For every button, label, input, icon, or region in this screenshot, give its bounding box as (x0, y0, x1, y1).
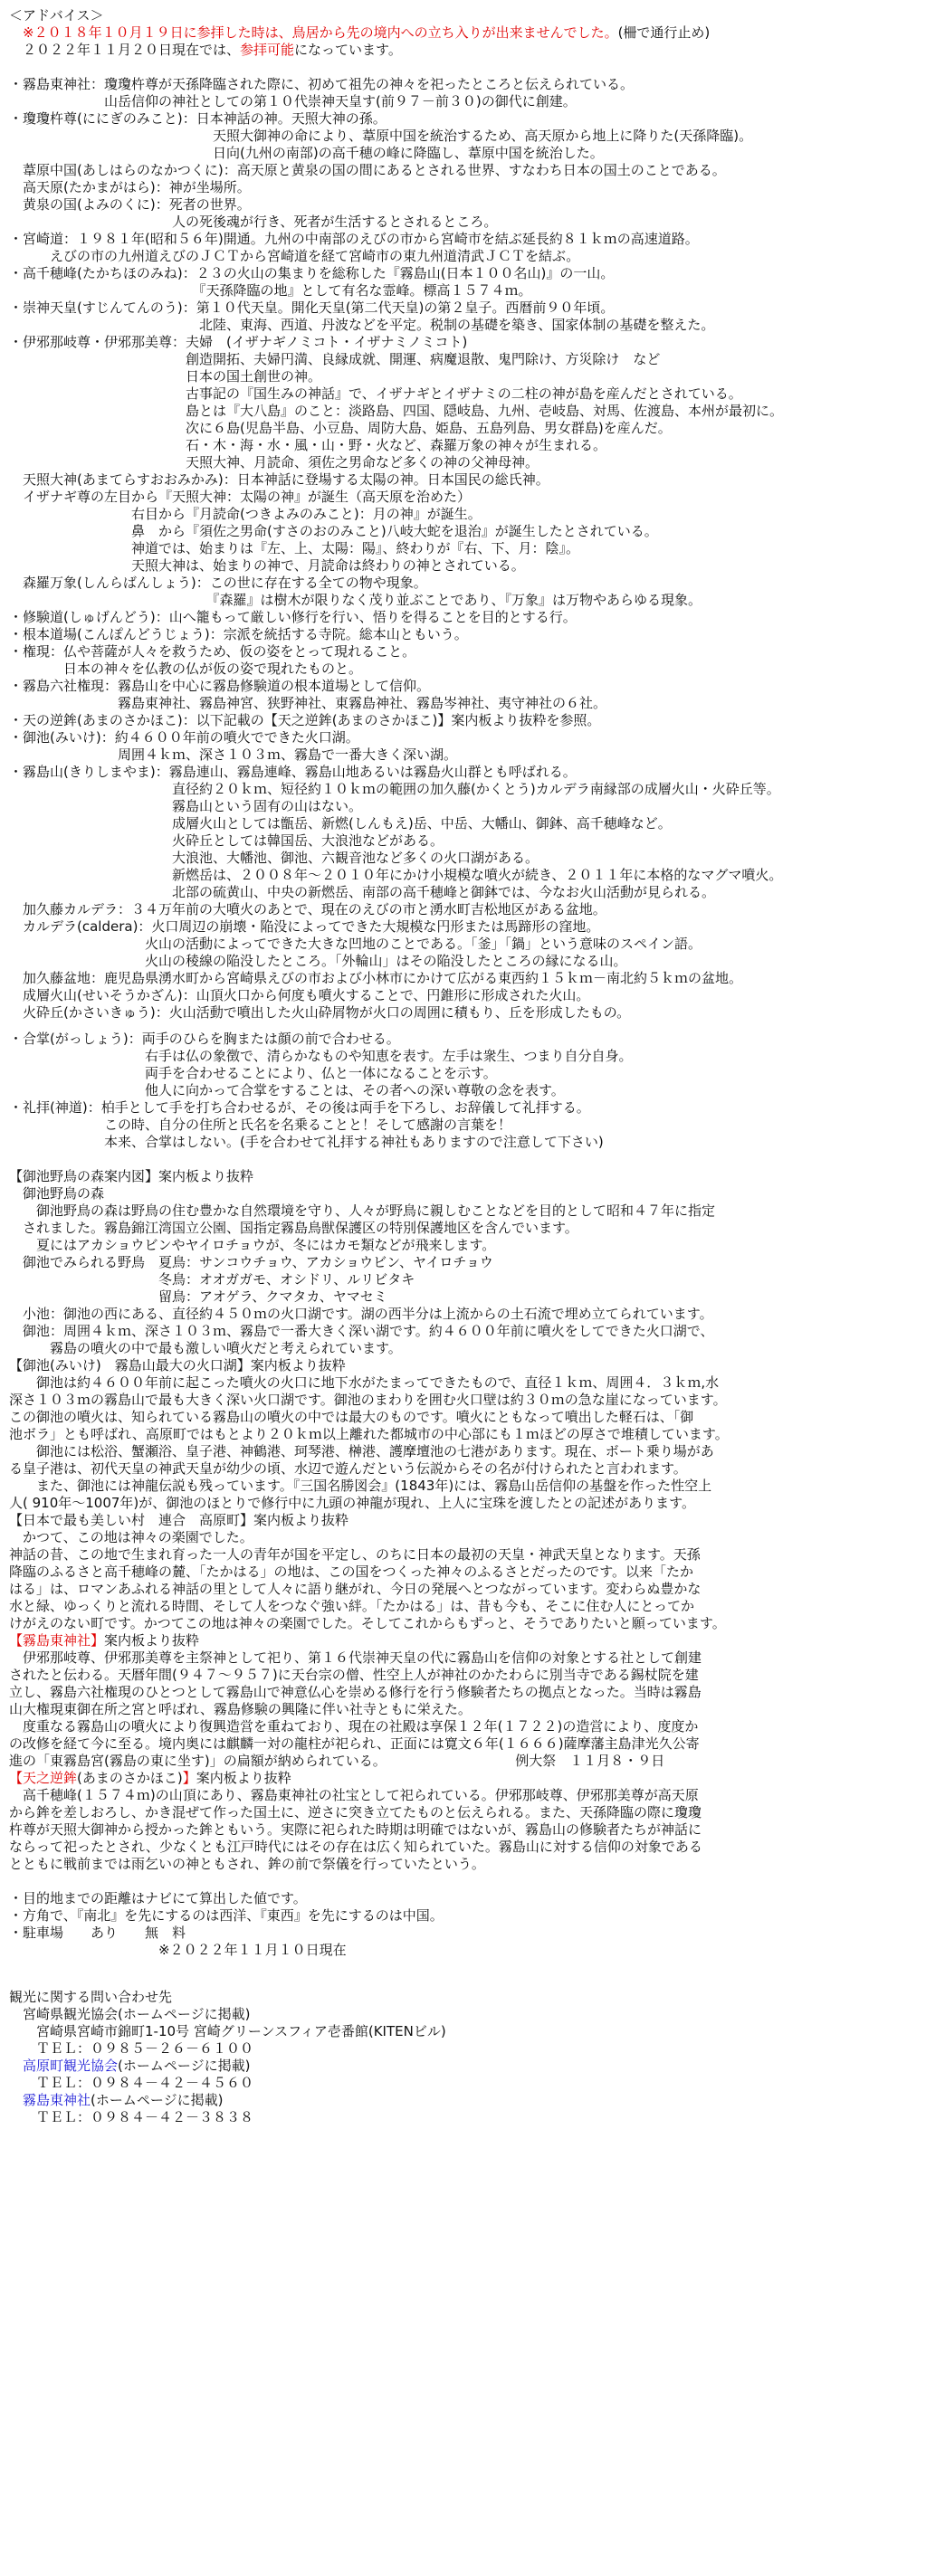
contact-tel: ＴＥＬ：０９８５－２６－６１００ (9, 2040, 254, 2057)
glossary-line: 加久藤盆地：鹿児島県湧水町から宮崎県えびの市および小林市にかけて広がる東西約１５ｋｍ－南北約５ｋｍの盆地。 (9, 970, 743, 986)
signboard-title-part: 案内板より抜粋 (104, 1632, 200, 1649)
glossary-line: 山岳信仰の神社としての第１０代崇神天皇す(前９７－前３０)の御代に創建。 (9, 93, 577, 109)
signboard-excerpt (9, 1168, 896, 1357)
contact-entry (9, 2058, 896, 2092)
glossary-line: えびの市の九州道えびのＪＣＴから宮崎道を経て宮崎市の東九州道清武ＪＣＴを結ぶ。 (9, 248, 580, 264)
glossary-line: 天照大神、月読命、須佐之男命など多くの神の父神母神。 (9, 454, 539, 471)
signboard-line: 夏にはアカショウビンやヤイロチョウが、冬にはカモ類などが飛来します。 (9, 1237, 496, 1253)
signboard-line: 水と緑、ゆっくりと流れる時間、そして人をつなぐ強い絆。「たかはる」は、昔も今も、そこに住む人にとってか (9, 1598, 695, 1614)
signboard-line: 降臨のふるさと高千穂峰の麓、「たかはる」の地は、この国をつくった神々のふるさとだったのです。以来「たか (9, 1564, 694, 1580)
signboard-title (9, 1357, 896, 1374)
signboard-line: 御池でみられる野鳥 夏鳥：サンコウチョウ、アカショウビン、ヤイロチョウ (9, 1254, 493, 1270)
signboard-line: 留鳥：アオゲラ、クマタカ、ヤマセミ (9, 1288, 387, 1305)
contacts-list (9, 2006, 896, 2126)
glossary-line: 創造開拓、夫婦円満、良縁成就、開運、病魔退散、鬼門除け、方災除け など (9, 351, 661, 367)
contact-note: (ホームページに掲載) (118, 2058, 251, 2074)
signboard-title-part: (あまのさかほこ) (77, 1770, 183, 1786)
signboard-line: 杵尊が天照大御神から授かった鉾ともいう。実際に祀られた時期は明確ではないが、霧島山の修験者たちが神話に (9, 1821, 702, 1838)
glossary-line (9, 59, 896, 76)
manners-line: 右手は仏の象徴で、清らかなものや知恵を表す。左手は衆生、つまり自分自身。 (9, 1048, 633, 1064)
contact-note: (ホームページに掲載) (91, 2092, 224, 2108)
glossary-line: 石・木・海・水・風・山・野・火など、森羅万象の神々が生まれる。 (9, 437, 607, 453)
signboard-line: 御池野鳥の森は野鳥の住む豊かな自然環境を守り、人々が野鳥に親しむことなどを目的として昭和４７年に指定 (9, 1202, 716, 1219)
contacts-header: 観光に関する問い合わせ先 (9, 1989, 173, 2005)
manners-line: この時、自分の住所と氏名を名乗ることと！そして感謝の言葉を！ (9, 1117, 512, 1133)
glossary-line: 火山の稜線の陥没したところ。「外輪山」はその陥没したところの縁になる山。 (9, 953, 627, 969)
intro-text: ２０２２年１１月２０日現在では、 (9, 42, 241, 58)
signboard-line: 小池：御池の西にある、直径約４５０ｍの火口湖です。湖の西半分は上流からの土石流で埋め立てられています。 (9, 1306, 713, 1322)
signboard-line: この御池の噴火は、知られている霧島山の噴火の中では最大のものです。噴火にともなって噴出した軽石は、「御 (9, 1409, 694, 1425)
advice-header: ＜アドバイス＞ (9, 7, 104, 24)
signboard-line: 度重なる霧島山の噴火により復興造営を重ねており、現在の社殿は享保１２年(１７２２)の造営により、度度か (9, 1718, 699, 1735)
glossary-line: ・崇神天皇(すじんてんのう)：第１０代天皇。開化天皇(第二代天皇)の第２皇子。西暦前９０年頃。 (9, 299, 615, 316)
intro-text: になっています。 (294, 42, 402, 58)
signboard-excerpt (9, 1512, 896, 1632)
manners-line: 他人に向かって合掌をすることは、その者への深い尊敬の念を表す。 (9, 1082, 565, 1098)
signboard-line: から鉾を差しおろし、かき混ぜて作った国土に、逆さに突き立てたものと伝えられる。また、天孫降臨の際に瓊瓊 (9, 1804, 702, 1820)
signboard-title (9, 1512, 896, 1529)
glossary-line: 北部の硫黄山、中央の新燃岳、南部の高千穂峰と御鉢では、今なお火山活動が見られる。 (9, 884, 716, 900)
signboard-title (9, 1168, 896, 1185)
glossary-line: 新燃岳は、２００８年～２０１０年にかけ小規模な噴火が続き、２０１１年に本格的なマグマ噴火。 (9, 867, 783, 883)
glossary-line: 森羅万象(しんらばんしょう)：この世に存在する全ての物や現象。 (9, 575, 427, 591)
glossary-line: カルデラ(caldera)：火口周辺の崩壊・陥没によってできた大規模な円形または馬蹄形の窪地。 (9, 918, 600, 935)
contact-name-line (9, 2006, 896, 2023)
contact-name: 霧島東神社 (23, 2092, 91, 2108)
glossary-line: 火砕丘としては韓国岳、大浪池などがある。 (9, 832, 444, 849)
glossary-line: 北陸、東海、西道、丹波などを平定。税制の基礎を築き、国家体制の基礎を整えた。 (9, 317, 715, 333)
glossary-line: 黄泉の国(よみのくに)：死者の世界。 (9, 196, 251, 213)
signboard-line: る皇子港は、初代天皇の神武天皇が幼少の頃、水辺で遊んだという伝説からその名が付けられたと言われます。 (9, 1460, 687, 1477)
note-line: ・方角で、『南北』を先にするのは西洋、『東西』を先にするのは中国。 (9, 1907, 444, 1924)
signboard-excerpt (9, 1357, 896, 1512)
signboard-title (9, 1770, 896, 1787)
glossary-line: ・御池(みいけ)：約４６００年前の噴火でできた火口湖。 (9, 729, 359, 746)
signboard-excerpts (9, 1168, 896, 1873)
glossary-line: 『森羅』は樹木が限りなく茂り並ぶことであり、『万象』は万物やあらゆる現象。 (9, 592, 702, 608)
signboard-line: 神話の昔、この地で生まれ育った一人の青年が国を平定し、のちに日本の最初の天皇・神武天皇となります。天孫 (9, 1546, 701, 1563)
signboard-line: ならって祀ったとされ、少なくとも江戸時代にはその存在は広く知られていた。霧島山に対する信仰の対象である (9, 1839, 702, 1855)
contact-name: 宮崎県観光協会 (23, 2006, 119, 2022)
glossary-line: 加久藤カルデラ：３４万年前の大噴火のあとで、現在のえびの市と湧水町吉松地区がある盆地。 (9, 901, 606, 917)
signboard-title-part: 【御池(みいけ) 霧島山最大の火口湖】案内板より抜粋 (9, 1357, 346, 1374)
signboard-title-part: 案内板より抜粋 (196, 1770, 291, 1786)
signboard-line: 深さ１０３ｍの霧島山で最も大きく深い火口湖です。御池のまわりを囲む火口壁は約３０ｍの急な崖になっています。 (9, 1392, 727, 1408)
glossary-line: ・修験道(しゅげんどう)：山へ籠もって厳しい修行を行い、悟りを得ることを目的とする行。 (9, 609, 577, 625)
signboard-line: 人( 910年～1007年)が、御池のほとりで修行中に九頭の神龍が現れ、上人に宝珠を渡したとの記述があります。 (9, 1495, 695, 1511)
intro-notice (9, 24, 896, 59)
glossary-line: ・宮崎道：１９８１年(昭和５６年)開通。九州の中南部のえびの市から宮崎市を結ぶ延長約８１ｋｍの高速道路。 (9, 231, 699, 247)
glossary-line: 島とは『大八島』のこと：淡路島、四国、隠岐島、九州、壱岐島、対馬、佐渡島、本州が最初に。 (9, 403, 784, 419)
glossary-line: ・権現：仏や菩薩が人々を救うため、仮の姿をとって現れること。 (9, 643, 416, 660)
contact-address: 宮崎県宮崎市錦町1-10号 宮崎グリーンスフィア壱番館(KITENビル) (9, 2023, 446, 2039)
glossary-line: ・霧島六社権現：霧島山を中心に霧島修験道の根本道場として信仰。 (9, 678, 431, 694)
glossary-line: ・根本道場(こんぽんどうじょう)：宗派を統括する寺院。総本山ともいう。 (9, 626, 468, 642)
glossary-line: 古事記の『国生みの神話』で、イザナギとイザナミの二柱の神が島を産んだとされている。 (9, 385, 742, 402)
glossary-line: ・霧島山(きりしまやま)：霧島連山、霧島連峰、霧島山地あるいは霧島火山群とも呼ばれる。 (9, 764, 577, 780)
signboard-title-part: 】 (182, 1770, 196, 1786)
signboard-line: はる」は、ロマンあふれる神話の里として人々に語り継がれ、今日の発展へとつながっています。変わらぬ豊かな (9, 1581, 702, 1597)
note-line: ・目的地までの距離はナビにて算出した値です。 (9, 1890, 307, 1906)
glossary-line: 鼻 から『須佐之男命(すさのおのみこと)八岐大蛇を退治』が誕生したとされている。 (9, 523, 658, 539)
signboard-line: されたと伝わる。天暦年間(９４７～９５７)に天台宗の僧、性空上人が神社のかたわらに別当寺である錫杖院を建 (9, 1667, 699, 1683)
glossary-line: 右目から『月読命(つきよみのみこと)：月の神』が誕生。 (9, 506, 482, 522)
glossary-line: 火砕丘(かさいきゅう)：火山活動で噴出した火山砕屑物が火口の周囲に積もり、丘を形成したもの。 (9, 1004, 631, 1021)
signboard-line: 進の「東霧島宮(霧島の東に坐す)」の扁額が納められている。 例大祭 １１月８・９日 (9, 1753, 665, 1769)
manners-line: 両手を合わせることにより、仏と一体になることを示す。 (9, 1065, 497, 1081)
contact-note: (ホームページに掲載) (118, 2006, 251, 2022)
glossary-line: ・天の逆鉾(あまのさかほこ)：以下記載の【天之逆鉾(あまのさかほこ)】案内板より抜粋を参照。 (9, 712, 601, 728)
signboard-title-part: 【御池野鳥の森案内図】案内板より抜粋 (9, 1168, 254, 1184)
glossary-line: 日本の国土創世の神。 (9, 368, 322, 385)
glossary-line: 『天孫降臨の地』として有名な霊峰。標高１５７４ｍ。 (9, 282, 532, 299)
glossary-line: 日本の神々を仏教の仏が仮の姿で現れたものと。 (9, 661, 363, 677)
signboard-line: かつて、この地は神々の楽園でした。 (9, 1529, 253, 1545)
contact-name-line (9, 2092, 896, 2109)
contact-tel: ＴＥＬ：０９８４－４２－４５６０ (9, 2075, 254, 2091)
intro-text: (柵で通行止め) (617, 24, 711, 41)
glossary-line: 日向(九州の南部)の高千穂の峰に降臨し、葦原中国を統治した。 (9, 145, 604, 161)
contact-name: 高原町観光協会 (23, 2058, 119, 2074)
contact-entry (9, 2006, 896, 2058)
signboard-line: 山大権現東御在所之宮と呼ばれ、霧島修験の興隆に伴い社寺ともに栄えた。 (9, 1701, 472, 1717)
signboard-line: の改修を経て今に至る。境内奥には麒麟一対の龍柱が祀られ、正面には寛文６年(１６６６)薩摩藩主島津光久公寄 (9, 1735, 700, 1752)
glossary-line: 霧島東神社、霧島神宮、狭野神社、東霧島神社、霧島岑神社、夷守神社の６社。 (9, 695, 607, 711)
glossary-section (9, 59, 896, 1022)
glossary-line: 葦原中国(あしはらのなかつくに)：高天原と黄泉の国の間にあるとされる世界、すなわち日本の国土のことである。 (9, 162, 726, 178)
intro-line (9, 24, 896, 42)
glossary-line: 火山の活動によってできた大きな凹地のことである。「釜」「鍋」という意味のスペイン語。 (9, 936, 702, 952)
intro-line (9, 42, 896, 59)
signboard-line: 御池には松浴、蟹瀬浴、皇子港、神鶴港、珂琴港、榊港、護摩壇池の七港があります。現在、ボート乗り場があ (9, 1443, 714, 1459)
signboard-title-part: 【天之逆鉾 (9, 1770, 78, 1786)
glossary-line: 成層火山(せいそうかざん)：山頂火口から何度も噴火することで、円錐形に形成された火山。 (9, 987, 590, 1003)
signboard-title-part: 【日本で最も美しい村 連合 高原町】案内板より抜粋 (9, 1512, 349, 1528)
manners-section (9, 1031, 896, 1151)
signboard-line: また、御池には神龍伝説も残っています。『三国名勝図会』(1843年)には、霧島山岳信仰の基盤を作った性空上 (9, 1478, 712, 1494)
note-line: ・駐車場 あり 無 料 (9, 1925, 186, 1941)
signboard-line: 冬鳥：オオガガモ、オシドリ、ルリビタキ (9, 1271, 415, 1288)
note-line: ※２０２２年１１月１０日現在 (9, 1942, 347, 1958)
glossary-line: イザナギ尊の左目から『天照大神：太陽の神』が誕生（高天原を治めた） (9, 489, 472, 505)
signboard-excerpt (9, 1632, 896, 1770)
signboard-excerpt (9, 1770, 896, 1873)
intro-text: ※２０１８年１０月１９日に参拝した時は、鳥居から先の境内への立ち入りが出来ませんでした。 (9, 24, 618, 41)
manners-line: 本来、合掌はしない。(手を合わせて礼拝する神社もありますので注意して下さい) (9, 1134, 604, 1150)
signboard-title-part: 【霧島東神社】 (9, 1632, 105, 1649)
glossary-line: 直径約２０ｋｍ、短径約１０ｋｍの範囲の加久藤(かくとう)カルデラ南縁部の成層火山・火砕丘等。 (9, 781, 780, 797)
signboard-line: 御池は約４６００年前に起こった噴火の火口に地下水がたまってできたもので、直径１ｋｍ、周囲４．３ｋｍ,水 (9, 1374, 720, 1391)
signboard-line: されました。霧島錦江湾国立公園、国指定霧島鳥獣保護区の特別保護地区を含んでいます。 (9, 1220, 578, 1236)
glossary-line: 天照大神(あまてらすおおみかみ)：日本神話に登場する太陽の神。日本国民の総氏神。 (9, 471, 549, 488)
glossary-line: ・伊邪那岐尊・伊邪那美尊：夫婦 (イザナギノミコト・イザナミノミコト) (9, 334, 468, 350)
glossary-line: ・高千穂峰(たかちほのみね)：２３の火山の集まりを総称した『霧島山(日本１００名山)』の一山。 (9, 265, 615, 281)
contact-name-line (9, 2058, 896, 2075)
glossary-line: 霧島山という固有の山はない。 (9, 798, 363, 814)
glossary-line: 天照大神は、始まりの神で、月読命は終わりの神とされている。 (9, 557, 525, 574)
intro-text: 参拝可能 (240, 42, 295, 58)
contact-entry (9, 2092, 896, 2126)
contact-tel: ＴＥＬ：０９８４－４２－３８３８ (9, 2109, 254, 2125)
signboard-line: 御池野鳥の森 (9, 1185, 105, 1202)
signboard-line: 高千穂峰(１５７４ｍ)の山頂にあり、霧島東神社の社宝として祀られている。伊邪那岐尊、伊邪那美尊が高天原 (9, 1787, 699, 1803)
glossary-line: 天照大御神の命により、葦原中国を統治するため、高天原から地上に降りた(天孫降臨)。 (9, 128, 753, 144)
signboard-line: 立し、霧島六社権現のひとつとして霧島山で神意仏心を崇める修行を行う修験者たちの拠点となった。当時は霧島 (9, 1684, 702, 1700)
signboard-title (9, 1632, 896, 1649)
glossary-line: 成層火山としては甑岳、新燃(しんもえ)岳、中岳、大幡山、御鉢、高千穂峰など。 (9, 815, 672, 832)
visit-notes (9, 1890, 896, 1959)
manners-line: ・礼拝(神道)：柏手として手を打ち合わせるが、その後は両手を下ろし、お辞儀して礼拝する。 (9, 1099, 590, 1116)
signboard-line: 霧島の噴火の中で最も激しい噴火だと考えられています。 (9, 1340, 402, 1356)
manners-line: ・合掌(がっしょう)：両手のひらを胸または顔の前で合わせる。 (9, 1031, 400, 1047)
contact-section (9, 1989, 896, 2126)
signboard-line: けがえのない町です。かつてこの地は神々の楽園でした。そしてこれからもずっと、そうでありたいと願っています。 (9, 1615, 726, 1631)
glossary-line: 周囲４ｋｍ、深さ１０３ｍ、霧島で一番大きく深い湖。 (9, 746, 458, 763)
glossary-line: 大浪池、大幡池、御池、六観音池など多くの火口湖がある。 (9, 850, 539, 866)
glossary-line: 次に６島(児島半島、小豆島、周防大島、姫島、五島列島、男女群島)を産んだ。 (9, 420, 672, 436)
signboard-line: とともに戦前までは雨乞いの神ともされ、鉾の前で祭儀を行っていたという。 (9, 1856, 485, 1872)
glossary-line: 神道では、始まりは『左、上、太陽：陽』、終わりが『右、下、月：陰』。 (9, 540, 580, 556)
signboard-line: 伊邪那岐尊、伊邪那美尊を主祭神として祀り、第１６代崇神天皇の代に霧島山を信仰の対象とする社として創建 (9, 1649, 702, 1666)
glossary-line: 高天原(たかまがはら)：神が坐場所。 (9, 179, 251, 195)
signboard-line: 池ボラ」とも呼ばれ、高原町ではもとより２０ｋｍ以上離れた都城市の中心部にも１ｍほどの厚さで堆積しています。 (9, 1426, 729, 1442)
glossary-line: ・霧島東神社：瓊瓊杵尊が天孫降臨された際に、初めて祖先の神々を祀ったところと伝えられている。 (9, 76, 635, 92)
glossary-line: ・瓊瓊杵尊(ににぎのみこと)：日本神話の神。天照大神の孫。 (9, 110, 387, 127)
glossary-line: 人の死後魂が行き、死者が生活するとされるところ。 (9, 214, 498, 230)
signboard-line: 御池：周囲４ｋｍ、深さ１０３ｍ、霧島で一番大きく深い湖です。約４６００年前に噴火をしてできた火口湖で、 (9, 1323, 714, 1339)
